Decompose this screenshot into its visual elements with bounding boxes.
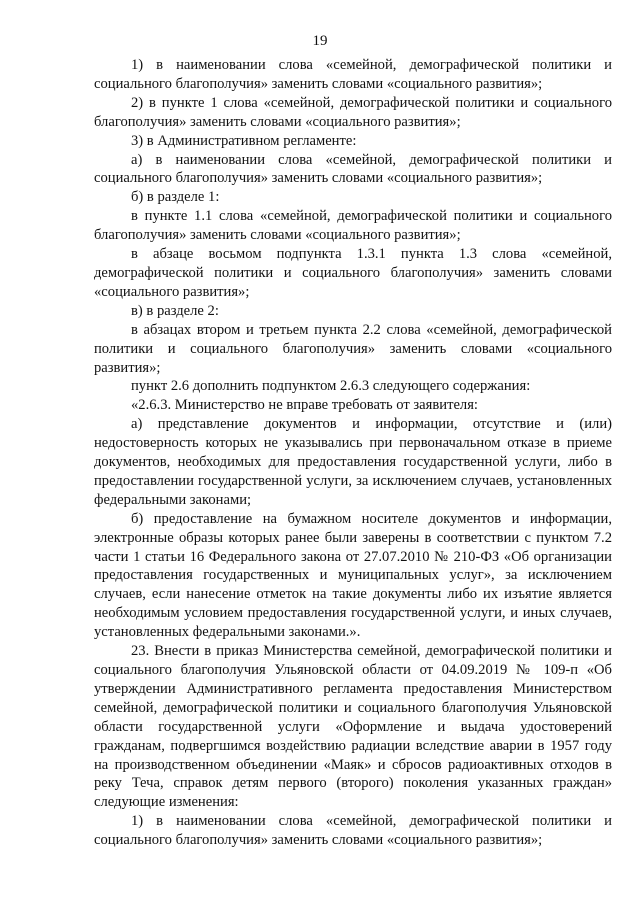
paragraph: 1) в наименовании слова «семейной, демографической политики и социального благополучия» заменить словами «социального развития»; [94,813,612,849]
paragraph: в абзаце восьмом подпункта 1.3.1 пункта 1.3 слова «семейной, демографической политики и социального благополучия» заменить словами «социального развития»; [94,246,612,300]
paragraph: «2.6.3. Министерство не вправе требовать от заявителя: [131,397,478,414]
paragraph: б) в разделе 1: [131,189,220,206]
paragraph: 2) в пункте 1 слова «семейной, демографической политики и социального благополучия» заменить словами «социального развития»; [94,94,612,130]
paragraph: 23. Внести в приказ Министерства семейной, демографической политики и социального благополучия Ульяновской области от 04.09.2019 № 109-п «Об утверждении Административного регламента предоставления Министерством семейной, демографической политики и социального благополучия Ульяновской области государственной услуги «Оформление и выдача удостоверений гражданам, подвергшимся воздействию радиации вследствие аварии в 1957 году на производственном объединении «Маяк» и сбросов радиоактивных отходов в реку Теча, справок детям первого (второго) поколения указанных граждан» следующие изменения: [94,643,612,811]
paragraph: б) предоставление на бумажном носителе документов и информации, электронные образы которых ранее были заверены в соответствии с пунктом 7.2 части 1 статьи 16 Федерального закона от 27.07.2010 № 210-ФЗ «Об организации предоставления государственных и муниципальных услуг», за исключением случаев, если нанесение отметок на такие документы либо их изъятие является необходимым условием предоставления государственной услуги, и иных случаев, установленных федеральными законами.». [94,510,612,641]
paragraph: а) представление документов и информации, отсутствие и (или) недостоверность которых не указывались при первоначальном отказе в приеме документов, необходимых для предоставления государственной услуги, либо в предоставлении государственной услуги, за исключением случаев, установленных федеральными законами; [94,416,612,508]
document-body [94,56,612,850]
paragraph: а) в наименовании слова «семейной, демографической политики и социального благополучия» заменить словами «социального развития»; [94,151,612,187]
paragraph: 3) в Административном регламенте: [131,132,357,149]
paragraph: пункт 2.6 дополнить подпунктом 2.6.3 следующего содержания: [131,378,531,395]
paragraph: в абзацах втором и третьем пункта 2.2 слова «семейной, демографической политики и социального благополучия» заменить словами «социального развития»; [94,321,612,376]
paragraph: в) в разделе 2: [131,302,219,319]
paragraph: в пункте 1.1 слова «семейной, демографической политики и социального благополучия» заменить словами «социального развития»; [94,208,612,244]
page-number: 19 [312,33,328,49]
paragraph: 1) в наименовании слова «семейной, демографической политики и социального благополучия» заменить словами «социального развития»; [94,57,612,92]
